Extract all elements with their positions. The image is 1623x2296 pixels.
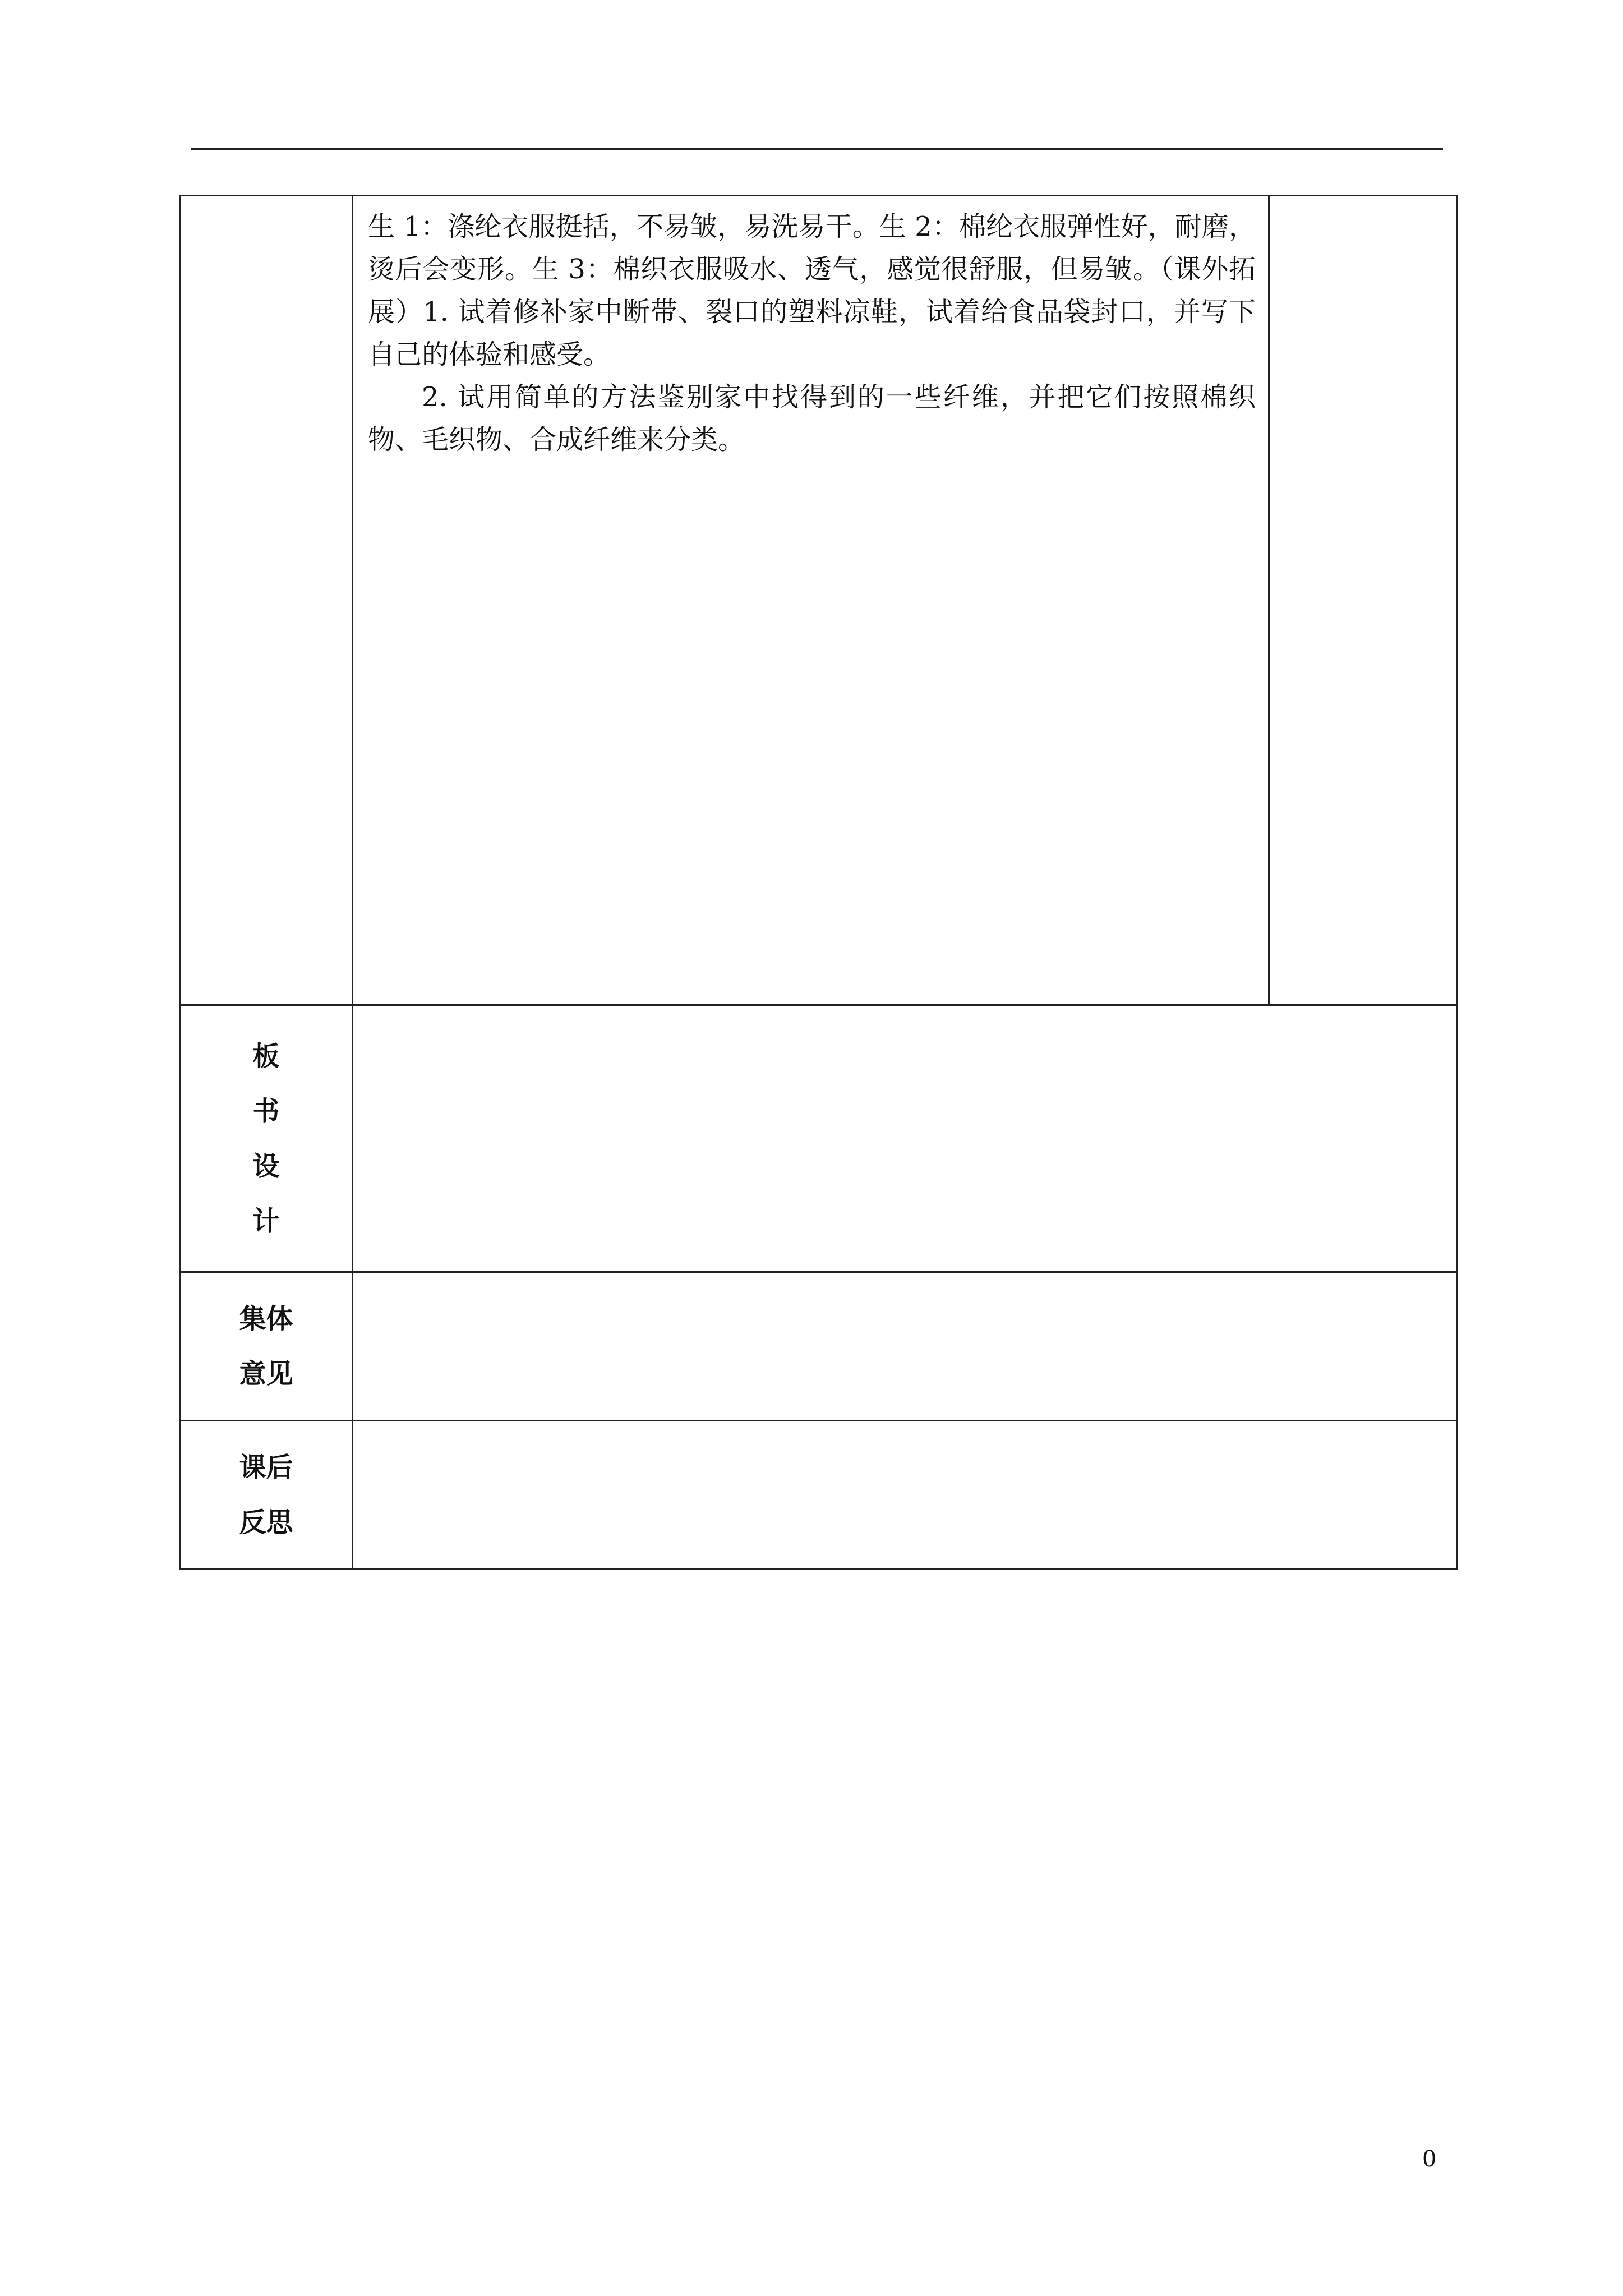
group-opinion-label: 集体意见	[239, 1303, 293, 1389]
after-class-reflection-label: 课后反思	[239, 1452, 293, 1538]
activity-paragraph-1: 生 1：涤纶衣服挺括，不易皱，易洗易干。生 2：棉纶衣服弹性好，耐磨，烫后会变形。生 3：棉织衣服吸水、透气，感觉很舒服，但易皱。（课外拓展）1. 试着修补家中断带、裂口的塑料凉鞋，试着给食品袋封口，并写下自己的体验和感受。	[368, 211, 1256, 370]
activity-content	[353, 196, 1268, 461]
activity-notes-cell	[1269, 196, 1457, 1005]
page-number: 0	[1422, 2146, 1437, 2172]
group-opinion-row	[180, 1272, 1457, 1421]
activity-label-cell	[180, 196, 353, 1005]
after-class-reflection-content-cell	[353, 1421, 1457, 1570]
group-opinion-content-cell	[353, 1272, 1457, 1421]
lesson-plan-table	[179, 195, 1458, 1570]
board-design-row	[180, 1005, 1457, 1272]
activity-content-cell	[353, 196, 1269, 1005]
board-design-label: 板书设计	[252, 1040, 280, 1237]
after-class-reflection-label-cell	[180, 1421, 353, 1570]
after-class-reflection-row	[180, 1421, 1457, 1570]
board-design-content-cell	[353, 1005, 1457, 1272]
group-opinion-label-cell	[180, 1272, 353, 1421]
board-design-label-cell	[180, 1005, 353, 1272]
activity-paragraph-2: 2. 试用简单的方法鉴别家中找得到的一些纤维，并把它们按照棉织物、毛织物、合成纤维来分类。	[368, 381, 1256, 455]
header-rule	[191, 148, 1443, 150]
activity-row	[180, 196, 1457, 1005]
